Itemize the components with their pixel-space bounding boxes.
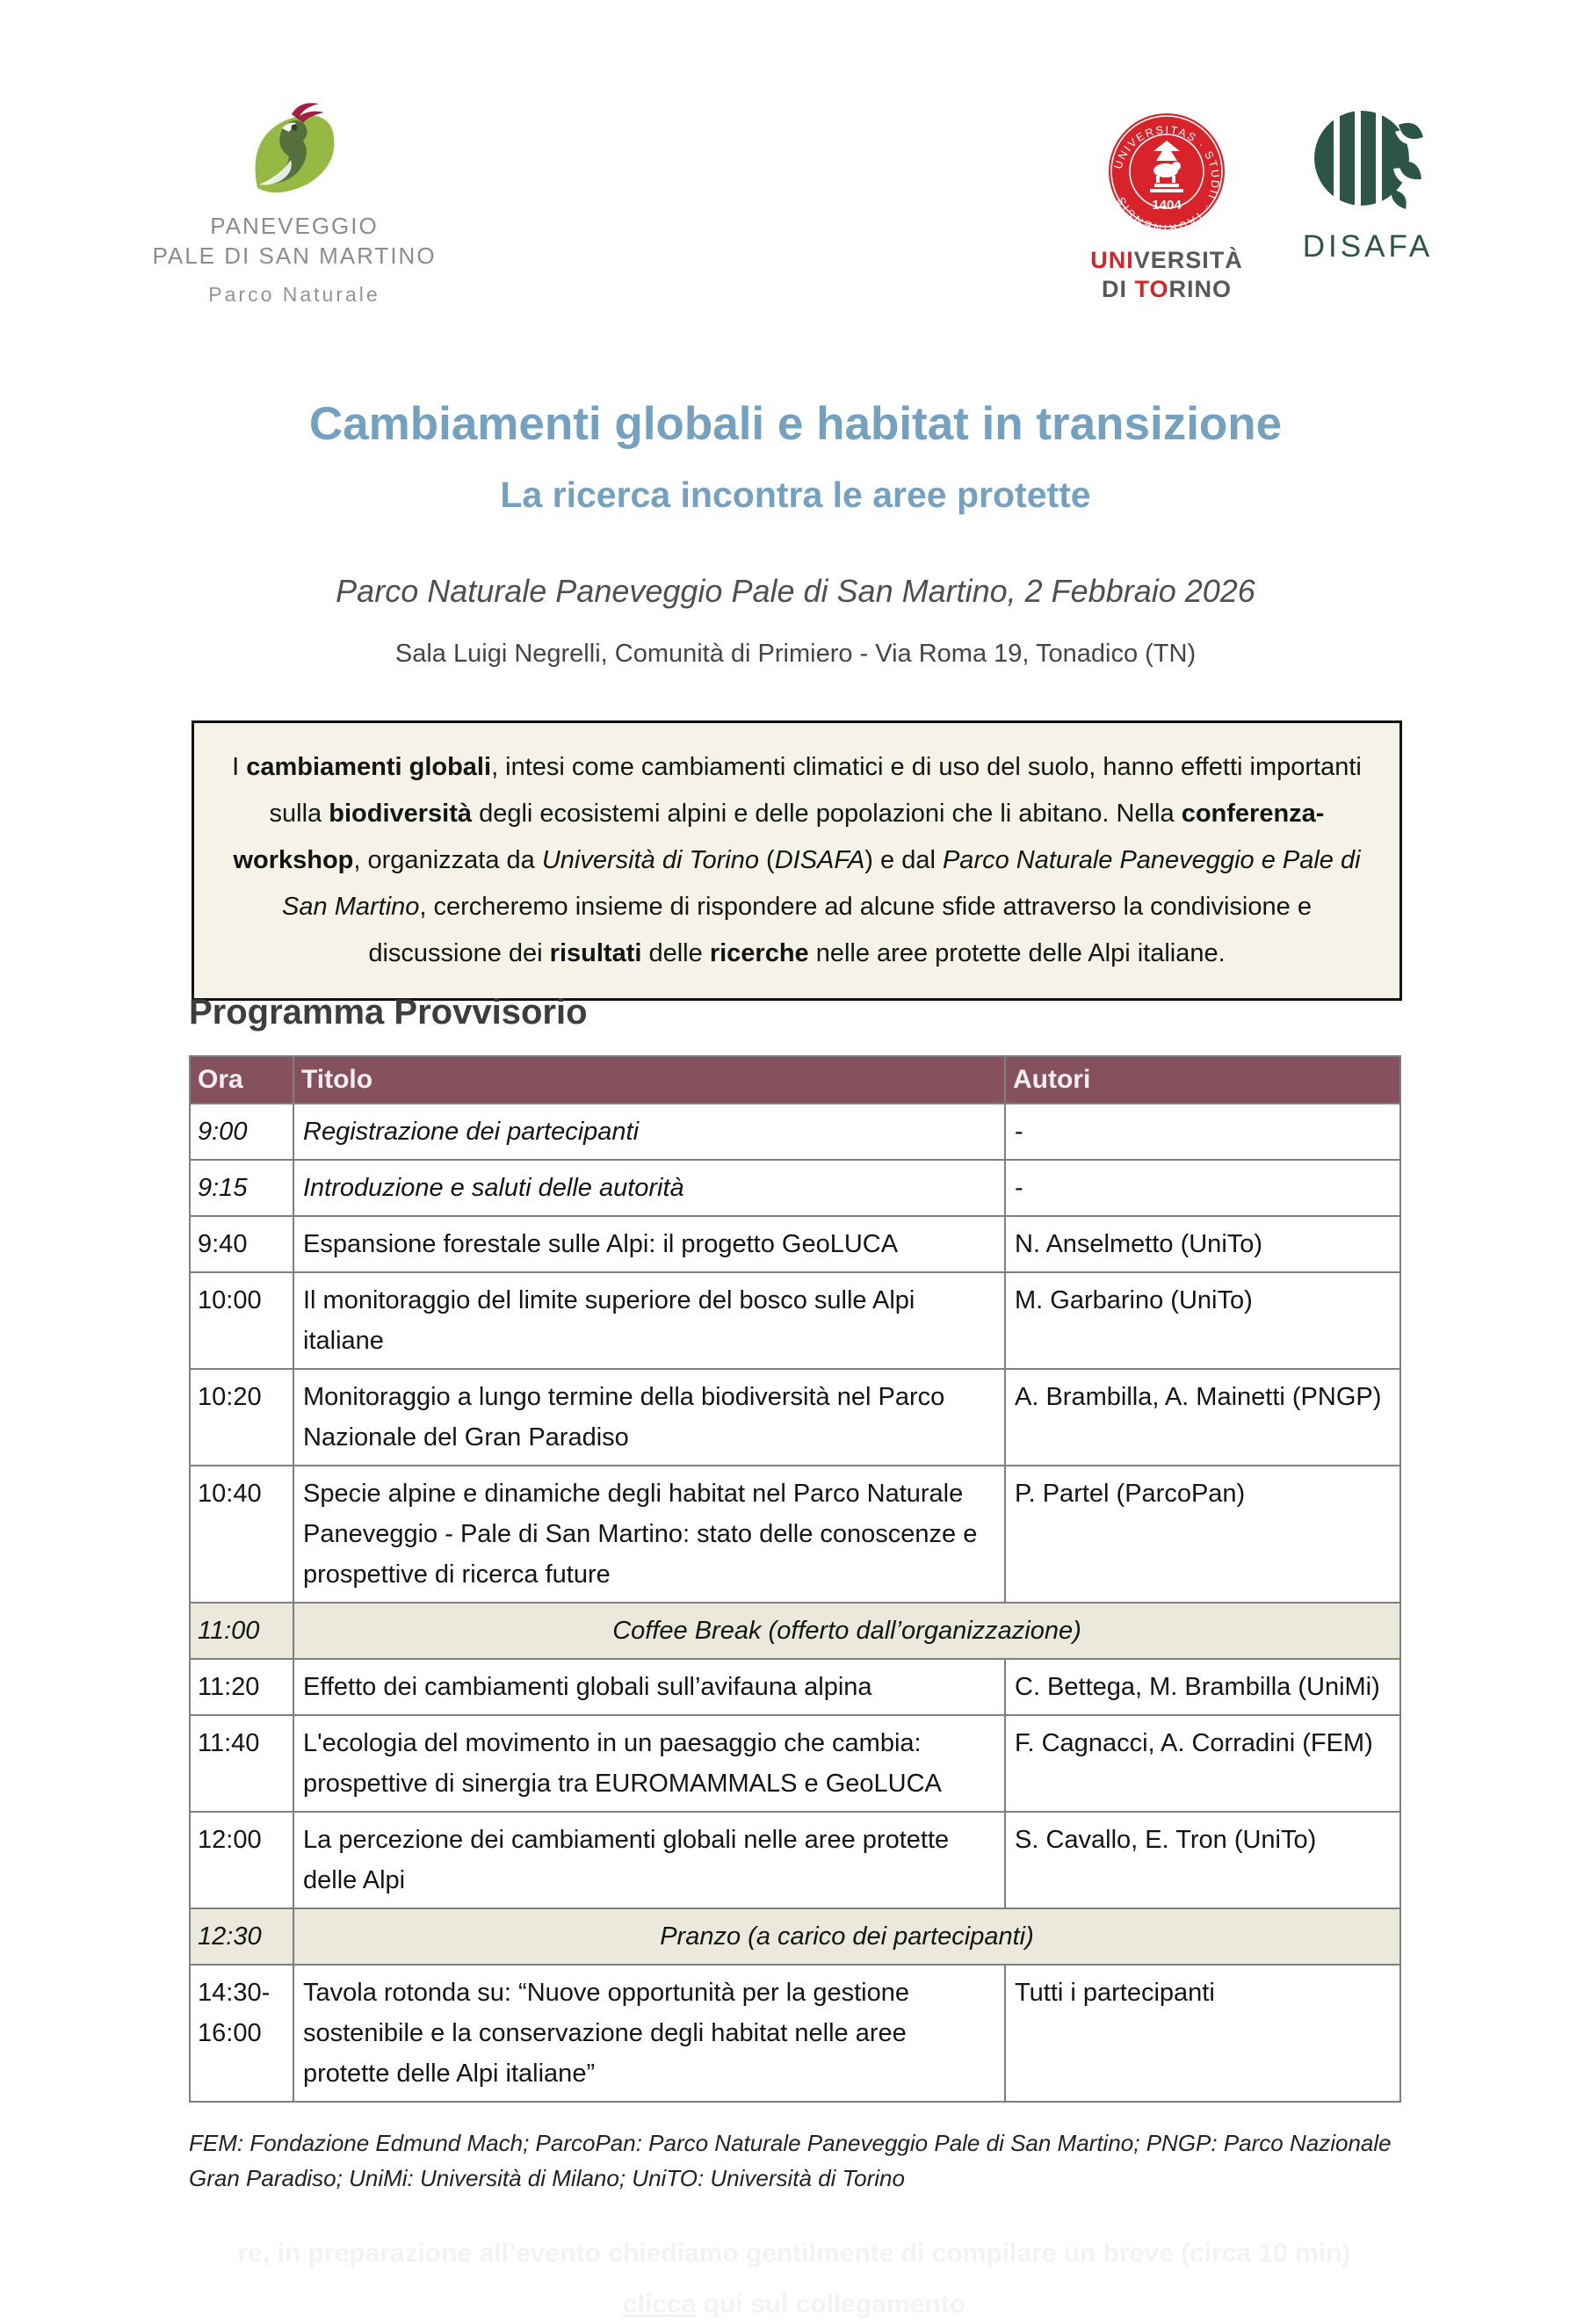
time-cell: 11:40 (190, 1715, 293, 1812)
text-segment: DISAFA (774, 846, 865, 874)
text-segment: , cercheremo insieme di rispondere ad alcune sfide attraverso la condivisione e discussione dei (368, 893, 1312, 967)
time-cell: 10:20 (190, 1369, 293, 1466)
text-segment: conferenza-workshop (233, 800, 1325, 874)
authors-cell: Tutti i partecipanti (1005, 1965, 1400, 2102)
authors-cell: - (1005, 1104, 1400, 1160)
text-segment: DI (1101, 276, 1135, 302)
program-section (189, 993, 1399, 2324)
title-cell: La percezione dei cambiamenti globali nelle aree protette delle Alpi (293, 1812, 1005, 1908)
disafa-label: DISAFA (1302, 229, 1434, 264)
faded-note (189, 2234, 1399, 2324)
title-cell: L'ecologia del movimento in un paesaggio che cambia: prospettive di sinergia tra EUROMAMMALS e GeoLUCA (293, 1715, 1005, 1812)
text-segment: degli ecosistemi alpini e delle popolazioni che li abitano. Nella (472, 800, 1182, 828)
paneveggio-bird-leaf-icon (242, 98, 347, 202)
text-segment: Università di Torino (541, 846, 759, 874)
break-label: Coffee Break (offerto dall’organizzazione) (293, 1603, 1400, 1659)
break-label: Pranzo (a carico dei partecipanti) (293, 1908, 1400, 1965)
text-segment: biodiversità (329, 800, 473, 828)
program-row (190, 1216, 1400, 1272)
authors-cell: M. Garbarino (UniTo) (1005, 1272, 1400, 1369)
time-cell: 10:00 (190, 1272, 293, 1369)
intro-text-box (192, 720, 1402, 1001)
program-row (190, 1160, 1400, 1216)
faded-note-line2-rest: qui sul collegamento (696, 2290, 966, 2319)
table-header-row (190, 1056, 1400, 1104)
disafa-icon (1311, 107, 1425, 214)
title-cell: Effetto dei cambiamenti globali sull’avifauna alpina (293, 1659, 1005, 1715)
text-segment: VERSITÀ (1133, 247, 1243, 273)
column-header-titolo: Titolo (293, 1056, 1005, 1104)
unito-seal-ring-text: UNIVERSITAS · STUDII · TAURINENSIS (1111, 123, 1222, 235)
title-cell: Il monitoraggio del limite superiore del bosco sulle Alpi italiane (293, 1272, 1005, 1369)
faded-note-line1: re, in preparazione all’evento chiediamo gentilmente di compilare un breve (circa 10 min) (237, 2239, 1351, 2268)
title-cell: Introduzione e saluti delle autorità (293, 1160, 1005, 1216)
time-cell: 9:00 (190, 1104, 293, 1160)
authors-cell: P. Partel (ParcoPan) (1005, 1466, 1400, 1603)
event-venue-line: Sala Luigi Negrelli, Comunità di Primiero - Via Roma 19, Tonadico (TN) (394, 640, 1197, 668)
text-segment: RINO (1168, 276, 1233, 302)
text-segment: I (232, 753, 247, 781)
program-row (190, 1659, 1400, 1715)
unito-wordmark-line1 (1088, 246, 1246, 275)
column-header-autori: Autori (1005, 1056, 1400, 1104)
paneveggio-subtitle: Parco Naturale (208, 283, 380, 306)
text-segment: ( (758, 846, 775, 874)
text-segment: UNI (1090, 247, 1134, 273)
paneveggio-name-line1: PANEVEGGIO (210, 213, 379, 239)
abbreviations-footnote: FEM: Fondazione Edmund Mach; ParcoPan: Parco Naturale Paneveggio Pale di San Martino; PNGP: Parco Nazionale Gran Paradiso; UniMi: Università di Milano; UniTO: Università di Torino (189, 2130, 1392, 2191)
program-table (189, 1055, 1401, 2103)
program-row (190, 1104, 1400, 1160)
text-segment: risultati (549, 939, 642, 967)
unito-logo (1088, 105, 1246, 304)
program-row (190, 1272, 1400, 1369)
time-cell: 11:20 (190, 1659, 293, 1715)
disafa-logo (1284, 107, 1451, 264)
time-cell: 9:15 (190, 1160, 293, 1216)
text-segment: ricerche (709, 939, 809, 967)
title-cell: Registrazione dei partecipanti (293, 1104, 1005, 1160)
program-row (190, 1466, 1400, 1603)
paneveggio-name-line2: PALE DI SAN MARTINO (152, 243, 437, 269)
unito-wordmark-line2 (1088, 275, 1246, 304)
page-subtitle: La ricerca incontra le aree protette (500, 474, 1091, 515)
title-cell: Monitoraggio a lungo termine della biodiversità nel Parco Nazionale del Gran Paradiso (293, 1369, 1005, 1466)
program-heading: Programma Provvisorio (189, 993, 588, 1032)
unito-wordmark (1088, 246, 1246, 304)
page-title: Cambiamenti globali e habitat in transizione (308, 398, 1283, 450)
time-cell: 11:00 (190, 1603, 293, 1659)
text-segment: , organizzata da (353, 846, 542, 874)
program-row (190, 1812, 1400, 1908)
text-segment: TO (1134, 276, 1169, 302)
program-break-row (190, 1908, 1400, 1965)
text-segment: , intesi come cambiamenti climatici e di uso del suolo, hanno effetti importanti sulla (269, 753, 1362, 828)
paneveggio-park-logo (136, 98, 452, 307)
unito-seal-icon (1101, 105, 1233, 237)
faded-note-line2 (189, 2285, 1399, 2324)
time-cell: 9:40 (190, 1216, 293, 1272)
time-cell: 10:40 (190, 1466, 293, 1603)
time-cell: 12:30 (190, 1908, 293, 1965)
time-cell: 14:30-16:00 (190, 1965, 293, 2102)
authors-cell: F. Cagnacci, A. Corradini (FEM) (1005, 1715, 1400, 1812)
authors-cell: S. Cavallo, E. Tron (UniTo) (1005, 1812, 1400, 1908)
authors-cell: C. Bettega, M. Brambilla (UniMi) (1005, 1659, 1400, 1715)
title-cell: Specie alpine e dinamiche degli habitat nel Parco Naturale Paneveggio - Pale di San Martino: stato delle conoscenze e prospettive di ricerca future (293, 1466, 1005, 1603)
faded-note-link[interactable]: clicca (622, 2290, 697, 2319)
program-row (190, 1715, 1400, 1812)
program-row (190, 1965, 1400, 2102)
authors-cell: - (1005, 1160, 1400, 1216)
title-cell: Espansione forestale sulle Alpi: il progetto GeoLUCA (293, 1216, 1005, 1272)
text-segment: nelle aree protette delle Alpi italiane. (808, 939, 1226, 967)
text-segment: delle (641, 939, 710, 967)
text-segment: ) e dal (864, 846, 943, 874)
authors-cell: N. Anselmetto (UniTo) (1005, 1216, 1400, 1272)
program-break-row (190, 1603, 1400, 1659)
text-segment: cambiamenti globali (246, 753, 492, 781)
title-cell: Tavola rotonda su: “Nuove opportunità per la gestione sostenibile e la conservazione degli habitat nelle aree protette delle Alpi italiane” (293, 1965, 1005, 2102)
column-header-ora: Ora (190, 1056, 293, 1104)
unito-seal-year: 1404 (1152, 198, 1182, 213)
event-date-line: Parco Naturale Paneveggio Pale di San Martino, 2 Febbraio 2026 (336, 573, 1255, 609)
program-row (190, 1369, 1400, 1466)
authors-cell: A. Brambilla, A. Mainetti (PNGP) (1005, 1369, 1400, 1466)
time-cell: 12:00 (190, 1812, 293, 1908)
text-segment: Parco Naturale Paneveggio e Pale di San Martino (282, 846, 1361, 921)
